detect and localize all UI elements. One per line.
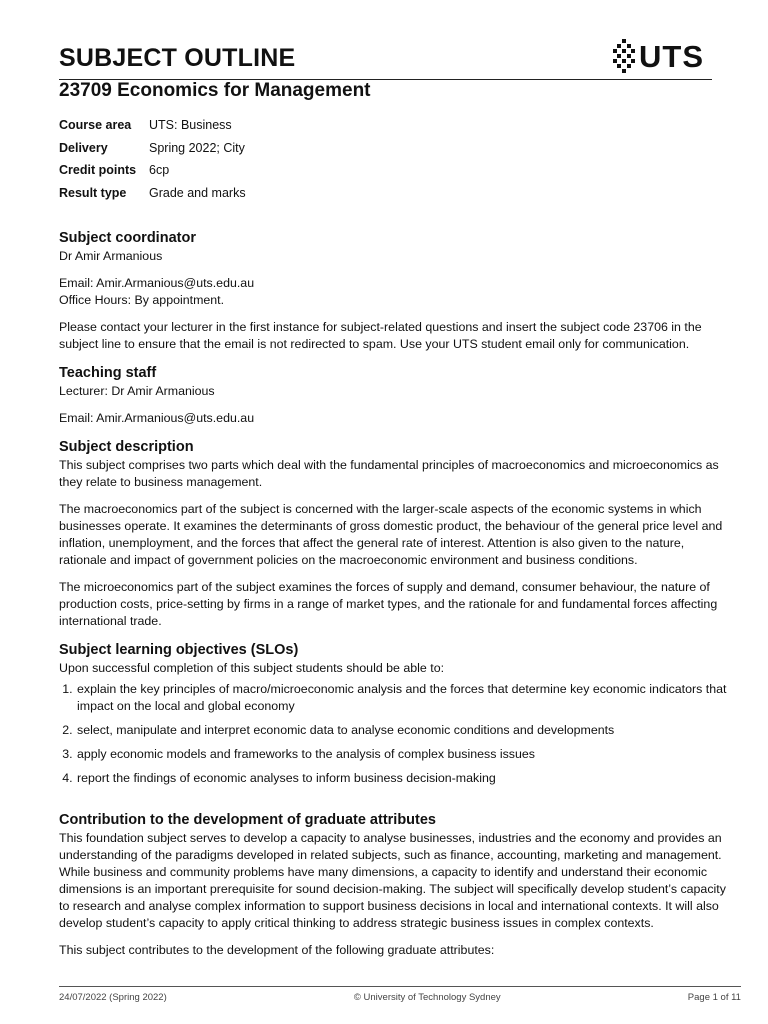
logo-text: UTS <box>639 39 704 74</box>
coordinator-name: Dr Amir Armanious <box>59 249 163 263</box>
meta-value: 6cp <box>149 163 170 177</box>
section-heading: Subject learning objectives (SLOs) <box>59 642 299 658</box>
meta-row <box>59 163 246 186</box>
meta-row <box>59 118 246 141</box>
coordinator-section <box>59 228 728 353</box>
meta-key: Delivery <box>59 140 108 155</box>
list-item: 4. report the findings of economic analyses to inform business decision-making <box>76 770 728 787</box>
graduate-attributes-section <box>59 810 728 959</box>
paragraph: The microeconomics part of the subject examines the forces of supply and demand, consumer behaviour, the nature of production costs, price-setting by firms in a range of market types, and the rationale for and fundamental forces affecting international trade. <box>59 580 718 628</box>
paragraph: This subject comprises two parts which deal with the fundamental principles of macroeconomics and microeconomics as they relate to business management. <box>59 458 719 489</box>
list-item: 3. apply economic models and frameworks to the analysis of complex business issues <box>76 746 728 763</box>
meta-value: UTS: Business <box>149 118 232 132</box>
coordinator-note: Please contact your lecturer in the first instance for subject-related questions and insert the subject code 23706 in the subject line to ensure that the email is not redirected to spam. Use your UTS student email only for communication. <box>59 320 702 351</box>
meta-value: Grade and marks <box>149 185 246 200</box>
document-body <box>59 228 728 959</box>
meta-row <box>59 186 246 209</box>
paragraph: This subject contributes to the development of the following graduate attributes: <box>59 943 495 957</box>
meta-key: Course area <box>59 118 132 132</box>
uts-crest-icon <box>612 38 636 76</box>
subject-meta-table <box>59 118 246 208</box>
section-heading: Subject coordinator <box>59 230 196 246</box>
lecturer-email: Email: Amir.Armanious@uts.edu.au <box>59 411 255 425</box>
coordinator-office-hours: Office Hours: By appointment. <box>59 293 225 307</box>
slo-intro: Upon successful completion of this subject students should be able to: <box>59 661 445 675</box>
meta-key: Result type <box>59 185 127 200</box>
section-heading: Subject description <box>59 439 194 455</box>
slo-list <box>59 681 728 787</box>
meta-key: Credit points <box>59 163 137 177</box>
page-header <box>59 36 708 82</box>
list-item: 2. select, manipulate and interpret economic data to analyse economic conditions and developments <box>76 722 728 739</box>
slo-section <box>59 640 728 787</box>
footer-page-number: Page 1 of 11 <box>687 992 741 1003</box>
subject-description-section <box>59 437 728 630</box>
meta-value: Spring 2022; City <box>149 140 245 155</box>
section-heading: Contribution to the development of graduate attributes <box>59 812 436 828</box>
coordinator-email: Email: Amir.Armanious@uts.edu.au <box>59 276 255 290</box>
lecturer-name: Lecturer: Dr Amir Armanious <box>59 384 215 398</box>
subject-title: 23709 Economics for Management <box>59 80 371 101</box>
footer-date: 24/07/2022 (Spring 2022) <box>59 992 167 1003</box>
section-heading: Teaching staff <box>59 365 157 381</box>
paragraph: The macroeconomics part of the subject is concerned with the larger-scale aspects of the economic systems in which businesses operate. It examines the determinants of gross domestic product, the behaviour of the general price level and inflation, unemployment, and the forces that affect the general rate of interest. Attention is also given to the nature, rationale and impact of government policies on the macroeconomic environment and business conditions. <box>59 502 723 567</box>
page-footer <box>59 986 741 1003</box>
teaching-staff-section <box>59 363 728 427</box>
document-title: SUBJECT OUTLINE <box>59 44 296 72</box>
meta-row <box>59 141 246 164</box>
footer-copyright: © University of Technology Sydney <box>353 992 501 1003</box>
paragraph: This foundation subject serves to develop a capacity to analyse businesses, industries and the economy and provides an understanding of the paradigms developed in related subjects, such as finance, accounting, marketing and management. While business and community problems have many dimensions, a capacity to identify and understand their economic dimensions is an important prerequisite for sound decision-making. The subject will specifically develop student’s capacity to research and analyse complex information to support business decisions in local and international contexts. It will also develop student’s capacity to apply critical thinking to address strategic business issues in complex contexts. <box>59 831 726 930</box>
list-item: 1. explain the key principles of macro/microeconomic analysis and the forces that determine key economic indicators that impact on the local and global economy <box>76 681 728 715</box>
uts-logo <box>612 38 704 76</box>
